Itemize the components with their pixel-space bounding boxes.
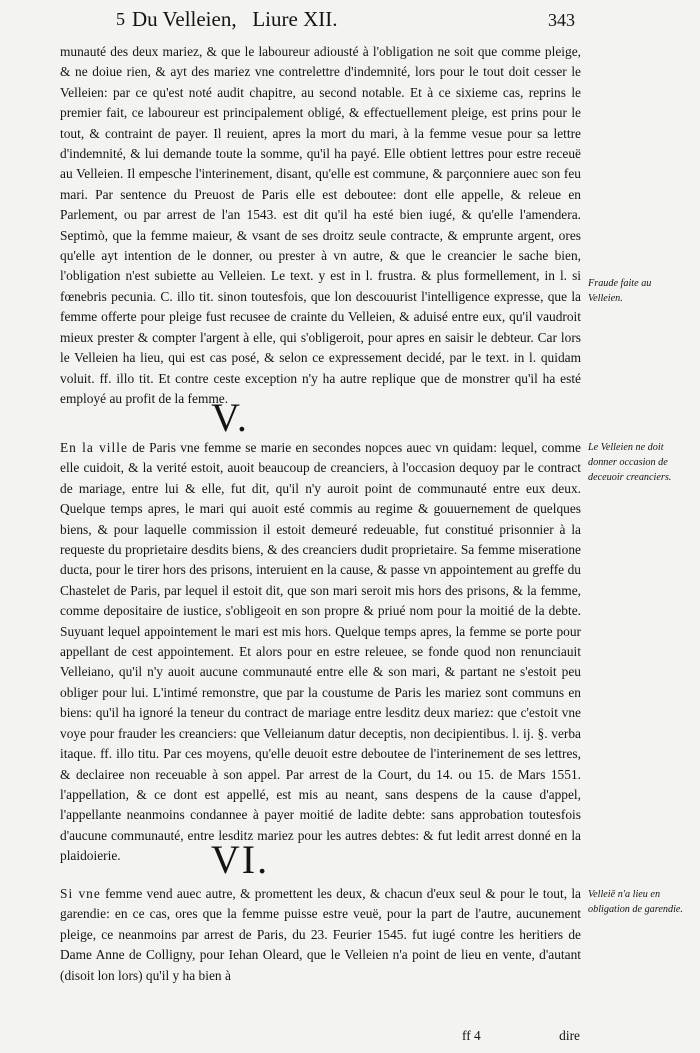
signature-mark: ff 4 <box>462 1028 481 1043</box>
header-title: Du Velleien, Liure XII. <box>132 7 338 31</box>
paragraph-text: munauté des deux mariez, & que le laboureur adiousté à l'obligation ne soit que comme pleige, & ne doiue rien, & ayt des mariez vne contrelettre d'indemnité, lors pour le tout doit cesser le Velleien: par ce qu'est noté audit chapitre, au second notable. Et à ce sixieme cas, reprins le premier fait, ce laboureur est principalement obligé, & effectuellement pleige, est prins pour le tout, & contraint de payer. Il reuient, apres la mort du mari, à la femme vesue pour sa lettre d'indemnité, & lui demande toute la somme, qu'il ha payé. Elle obtient lettres pour estre receuë au Velleien. Il empesche l'interinement, disant, qu'elle est commune, & parçonniere auec son feu mari. Par sentence du Preuost de Paris elle est deboutee: dont elle appelle, & releue en Parlement, ou par arrest de l'an 1543. est dit qu'il ha esté bien iugé, & qu'elle l'amendera. Septimò, que la femme maieur, & vsant de ses droitz seule contracte, & emprunte argent, ores qu'elle ayt intention de le donner, ou prester à vn autre, & que le creancier le sache bien, l'obligation n'est subiette au Velleien. Le text. y est in l. frustra. & plus formellement, in l. si fœnebris pecunia. C. illo tit. sinon toutesfois, que lon descouurist l'intelligence expresse, que la femme offerte pour pleige fust recusee de crainte du Velleien, & aduisé entre eux, qu'il vaudroit mieux prester & compter l'argent à elle, qui s'obligeroit, pour apres en saisir le debteur. Car lors le Velleien ha lieu, qui est cas posé, & selon ce expressement decidé, par le text. in l. quidam voluit. ff. illo tit. Et contre ceste exception n'y ha autre replique que de monstrer qu'il ha esté employé au profit de la femme. <box>60 44 581 406</box>
margin-note-creanciers: Le Velleien ne doit donner occasion de deceuoir creanciers. <box>588 442 672 483</box>
section-number-6: VI. <box>210 837 270 882</box>
header-page-number: 343 <box>548 10 575 30</box>
paragraph-text: de Paris vne femme se marie en secondes nopces auec vn quidam: lequel, comme elle cuidoit, & la verité estoit, auoit beaucoup de creanciers, à l'occasion dequoy par le contract de mariage, entre lui & elle, fut dit, qu'il n'y auroit point de communauté entre eux deux. Quelque temps apres, le mari qui auoit esté commis au regime & gouuernement de quelques biens, & pour laquelle commission il estoit demeuré redeuable, fut constitué prisonnier à la requeste du proprietaire desdits biens, & des creanciers dudit proprietaire. Sa femme miseratione ducta, pour le tirer hors des prisons, interuient en la cause, & passe vn appointement au greffe du Chastelet de Paris, par lequel il estoit dit, que son mari seroit mis hors des prisons, & la femme, comme depositaire de iustice, s'obligeoit en son propre & priué nom pour la moitié de la debte. Suyuant lequel appointement le mari est mis hors. Quelque temps apres, la femme se porte pour appellant de cest appointement. Et alors pour en estre releuee, se fonde quod non renunciauit Velleiano, qu'il n'y auoit aucune communauté entre elle & son mari, & partant ne s'estoit peu obliger pour lui. L'intimé remonstre, que par la coustume de Paris les mariez sont communs en biens: qu'il ha ignoré la teneur du contract de mariage entre lesditz deux mariez: que c'estoit vne voye pour frauder les creanciers: que Velleianum datur deceptis, non decipientibus. l. ij. §. verba itaque. ff. illo titu. Par ces moyens, qu'elle deuoit estre deboutee de l'interinement de ses lettres, & declairee non receuable à son appel. Par arrest de la Court, du 14. ou 15. de Mars 1551. l'appellation, & ce dont est appellé, est mis au neant, sans despens de la cause d'appel, l'appellante neanmoins condannee à payer moitié de ladite debte: sans approbation toutesfois d'aucune communauté, entre lesditz mariez pour les autres debtes: & fut ledit arrest donné en la plaidoierie. <box>60 440 581 864</box>
margin-note-garendie: Velleiē n'a lieu en obligation de garendie. <box>588 889 683 915</box>
header-page-number-left: 5 <box>116 9 125 29</box>
paragraph-continued <box>60 42 581 409</box>
section-number-5: V. <box>211 395 249 440</box>
paragraph-section-5 <box>60 438 581 867</box>
paragraph-lead-words: En la ville <box>60 440 128 455</box>
running-header <box>88 4 573 34</box>
margin-note-fraude: Fraude faite au Velleien. <box>588 278 652 304</box>
catchword: dire <box>559 1028 580 1043</box>
paragraph-section-6 <box>60 884 581 986</box>
paragraph-lead-words: Si vne <box>60 886 101 901</box>
page-footer <box>440 1028 580 1048</box>
paragraph-text: femme vend auec autre, & promettent les deux, & chacun d'eux seul & pour le tout, la garendie: en ce cas, ores que la femme puisse estre veuë, pour la part de l'autre, aucunement pleige, ce neanmoins par arrest de Paris, du 23. Feurier 1545. fut iugé contre les heritiers de Dame Anne de Colligny, pour Iehan Oleard, que le Velleien n'a point de lieu en vente, d'autant (disoit lon lors) qu'il y ha bien à <box>60 886 581 983</box>
